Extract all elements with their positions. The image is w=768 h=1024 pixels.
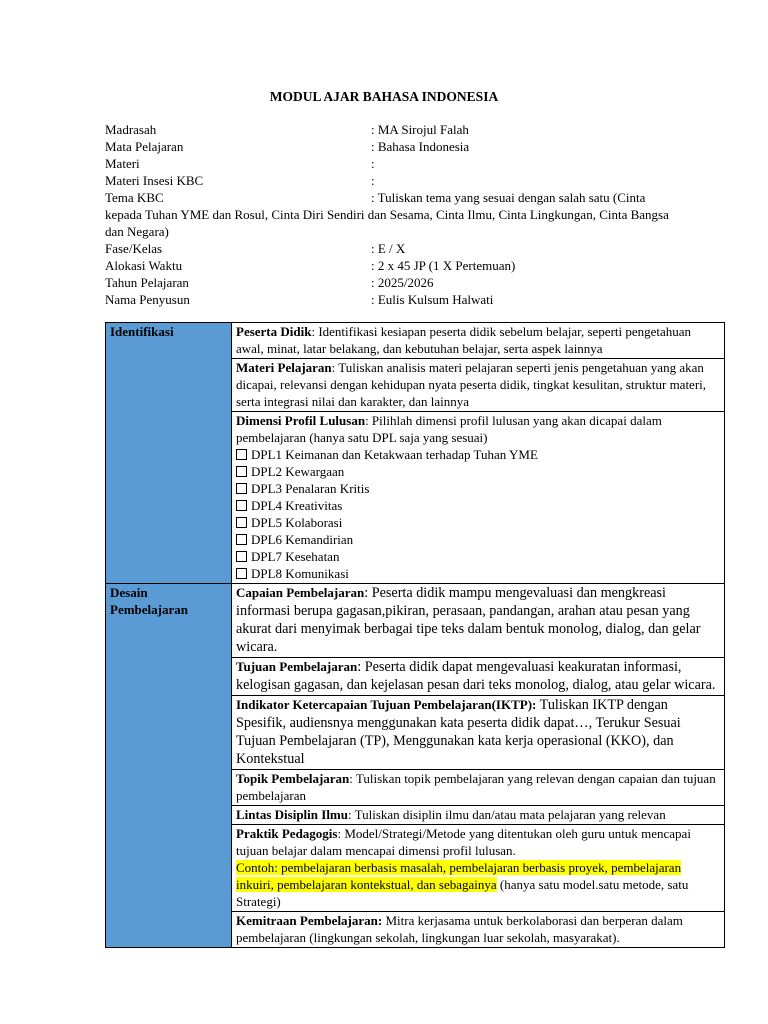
meta-row-tema-kbc [105,189,685,240]
row-text: : Tuliskan topik pembelajaran yang relevan dengan capaian dan tujuan pembelajaran [236,771,716,803]
dpl-option[interactable] [236,497,721,514]
meta-value: : Tuliskan tema yang sesuai dengan salah satu (Cinta [371,190,646,205]
meta-row-madrasah [105,121,685,138]
meta-row-nama-penyusun [105,291,685,308]
checkbox-icon[interactable] [236,551,247,562]
meta-value: : MA Sirojul Falah [371,122,469,137]
row-text: : Peserta didik mampu mengevaluasi dan mengkreasi informasi berupa gagasan,pikiran, perasaan, pandangan, arahan atau pesan yang akurat dari menyimak berbagai tipe teks dalam bentuk monolog, dialog, dan gelar wicara. [236,585,701,655]
meta-value: : Bahasa Indonesia [371,139,470,154]
row-praktik-pedagogis [232,825,725,912]
meta-row-materi-insesi-kbc [105,172,685,189]
row-capaian-pembelajaran [232,584,725,658]
identity-block [105,121,685,308]
dpl-option-label: DPL3 Penalaran Kritis [251,481,370,496]
meta-label: Nama Penyusun [105,292,190,307]
row-label: Praktik Pedagogis [236,826,338,841]
row-kemitraan-pembelajaran [232,912,725,948]
row-label: Lintas Disiplin Ilmu [236,807,348,822]
section-identifikasi: Identifikasi [106,323,232,584]
checkbox-icon[interactable] [236,534,247,545]
row-text: : Tuliskan disiplin ilmu dan/atau mata pelajaran yang relevan [348,807,666,822]
meta-row-tahun-pelajaran [105,274,685,291]
meta-value: : Eulis Kulsum Halwati [371,292,494,307]
row-text: : Pilihlah dimensi profil lulusan yang akan dicapai dalam pembelajaran (hanya satu DPL saja yang sesuai) [236,413,662,445]
dpl-option[interactable] [236,514,721,531]
meta-label: Alokasi Waktu [105,258,183,273]
dpl-option-label: DPL2 Kewargaan [251,464,345,479]
module-table [105,322,725,948]
dpl-option-label: DPL7 Kesehatan [251,549,340,564]
meta-row-mata-pelajaran [105,138,685,155]
dpl-option-label: DPL1 Keimanan dan Ketakwaan terhadap Tuhan YME [251,447,538,462]
row-text: : Model/Strategi/Metode yang ditentukan oleh guru untuk mencapai tujuan belajar dalam mencapai dimensi profil lulusan. [236,826,691,858]
checkbox-icon[interactable] [236,449,247,460]
meta-label: Mata Pelajaran [105,139,184,154]
row-label: Tujuan Pembelajaran [236,659,358,674]
meta-row-fase-kelas [105,240,685,257]
checkbox-icon[interactable] [236,500,247,511]
document-title: MODUL AJAR BAHASA INDONESIA [269,89,499,104]
meta-label: Fase/Kelas [105,241,163,256]
row-materi-pelajaran [232,359,725,412]
row-label: Capaian Pembelajaran [236,585,365,600]
dpl-option-label: DPL8 Komunikasi [251,566,349,581]
row-label: Indikator Ketercapaian Tujuan Pembelajaran(IKTP): [236,697,537,712]
meta-value: : [371,156,375,171]
row-text: Tuliskan IKTP dengan Spesifik, audiensnya menggunakan kata peserta didik dapat…, Terukur Sesuai Tujuan Pembelajaran (TP), Menggunakan kata kerja operasional (KKO), dan Kontekstual [236,697,681,767]
dpl-option-label: DPL5 Kolaborasi [251,515,343,530]
row-label: Materi Pelajaran [236,360,332,375]
meta-value: : 2025/2026 [371,275,434,290]
checkbox-icon[interactable] [236,568,247,579]
dpl-option[interactable] [236,446,721,463]
section-desain-pembelajaran: Desain Pembelajaran [106,584,232,948]
row-label: Dimensi Profil Lulusan [236,413,366,428]
dpl-option-label: DPL4 Kreativitas [251,498,343,513]
meta-label: Materi [105,156,140,171]
row-text: : Tuliskan analisis materi pelajaran seperti jenis pengetahuan yang akan dicapai, relevansi dengan kehidupan nyata peserta didik, tingkat kesulitan, struktur materi, serta integrasi nilai dan karakter, dan lainnya [236,360,707,409]
row-text: Mitra kerjasama untuk berkolaborasi dan berperan dalam pembelajaran (lingkungan sekolah, lingkungan luar sekolah, masyarakat). [236,913,683,945]
meta-label: Tema KBC [105,190,164,205]
row-text-tail: (hanya satu model.satu metode, satu Strategi) [236,877,689,909]
row-topik-pembelajaran [232,770,725,806]
dpl-option-label: DPL6 Kemandirian [251,532,354,547]
meta-label: Tahun Pelajaran [105,275,189,290]
dpl-option[interactable] [236,480,721,497]
meta-label: Materi Insesi KBC [105,173,204,188]
row-lintas-disiplin-ilmu [232,806,725,825]
dpl-option[interactable] [236,463,721,480]
checkbox-icon[interactable] [236,517,247,528]
meta-value: : [371,173,375,188]
row-dimensi-profil-lulusan [232,412,725,584]
row-label: Topik Pembelajaran [236,771,350,786]
row-label: Kemitraan Pembelajaran: [236,913,383,928]
row-label: Peserta Didik [236,324,312,339]
row-text: : Identifikasi kesiapan peserta didik sebelum belajar, seperti pengetahuan awal, minat, latar belakang, dan kebutuhan belajar, serta aspek lainnya [236,324,692,356]
checkbox-icon[interactable] [236,483,247,494]
row-iktp [232,696,725,770]
checkbox-icon[interactable] [236,466,247,477]
row-tujuan-pembelajaran [232,658,725,696]
meta-row-alokasi-waktu [105,257,685,274]
row-text: : Peserta didik dapat mengevaluasi keakuratan informasi, kelogisan gagasan, dan kejelasan pesan dari teks monolog, dialog, atau gelar wicara. [236,659,716,693]
meta-value: : E / X [371,241,406,256]
meta-value-continuation: kepada Tuhan YME dan Rosul, Cinta Diri Sendiri dan Sesama, Cinta Ilmu, Cinta Lingkungan, Cinta Bangsa dan Negara) [105,207,669,239]
dpl-option[interactable] [236,565,721,582]
dpl-option[interactable] [236,548,721,565]
highlighted-example: Contoh: pembelajaran berbasis masalah, pembelajaran berbasis proyek, pembelajaran inkuiri, pembelajaran kontekstual, dan sebagainya [236,860,682,892]
meta-value: : 2 x 45 JP (1 X Pertemuan) [371,258,516,273]
meta-label: Madrasah [105,122,157,137]
meta-row-materi [105,155,685,172]
dpl-option[interactable] [236,531,721,548]
row-peserta-didik [232,323,725,359]
